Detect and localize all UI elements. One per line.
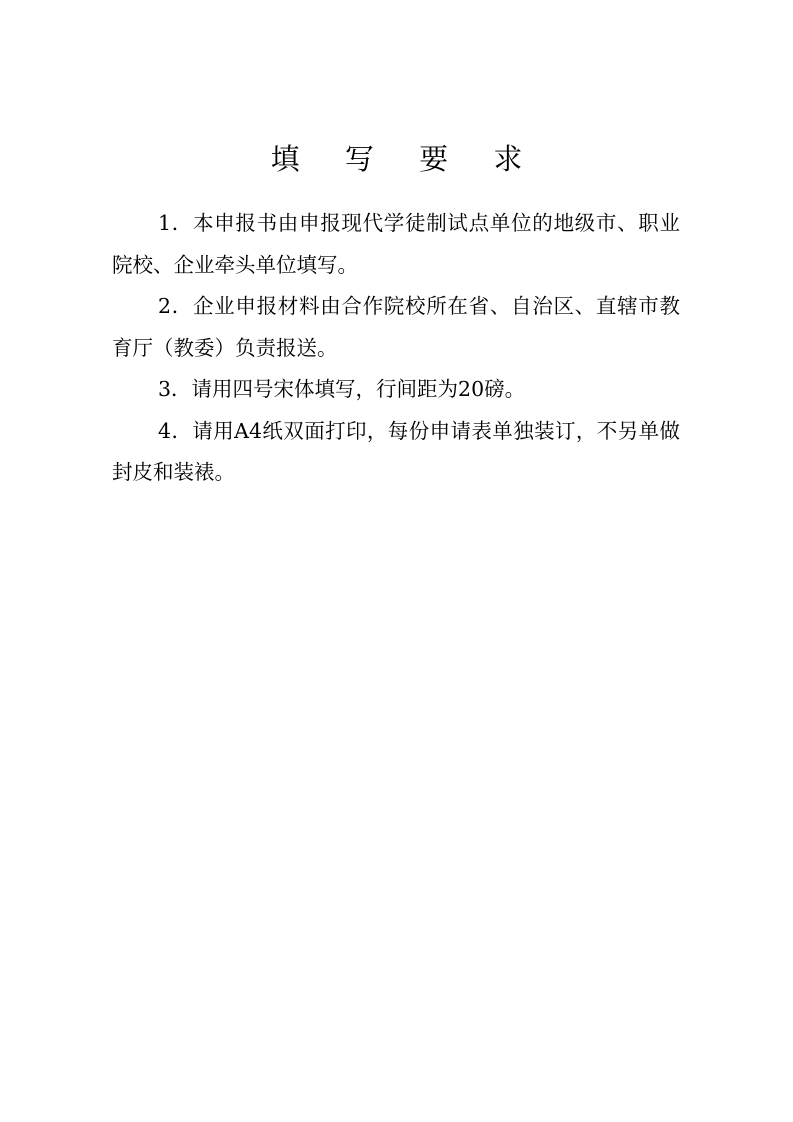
requirement-item-4: 4．请用A4纸双面打印，每份申请表单独装订，不另单做封皮和装裱。 [112, 418, 680, 484]
requirement-item-3: 3．请用四号宋体填写，行间距为20磅。 [158, 377, 526, 401]
requirement-item-2: 2．企业申报材料由合作院校所在省、自治区、直辖市教育厅（教委）负责报送。 [112, 294, 680, 360]
requirement-item-1: 1．本申报书由申报现代学徒制试点单位的地级市、职业院校、企业牵头单位填写。 [112, 211, 680, 277]
page-title: 填 写 要 求 [270, 142, 541, 176]
requirements-list [112, 203, 680, 494]
